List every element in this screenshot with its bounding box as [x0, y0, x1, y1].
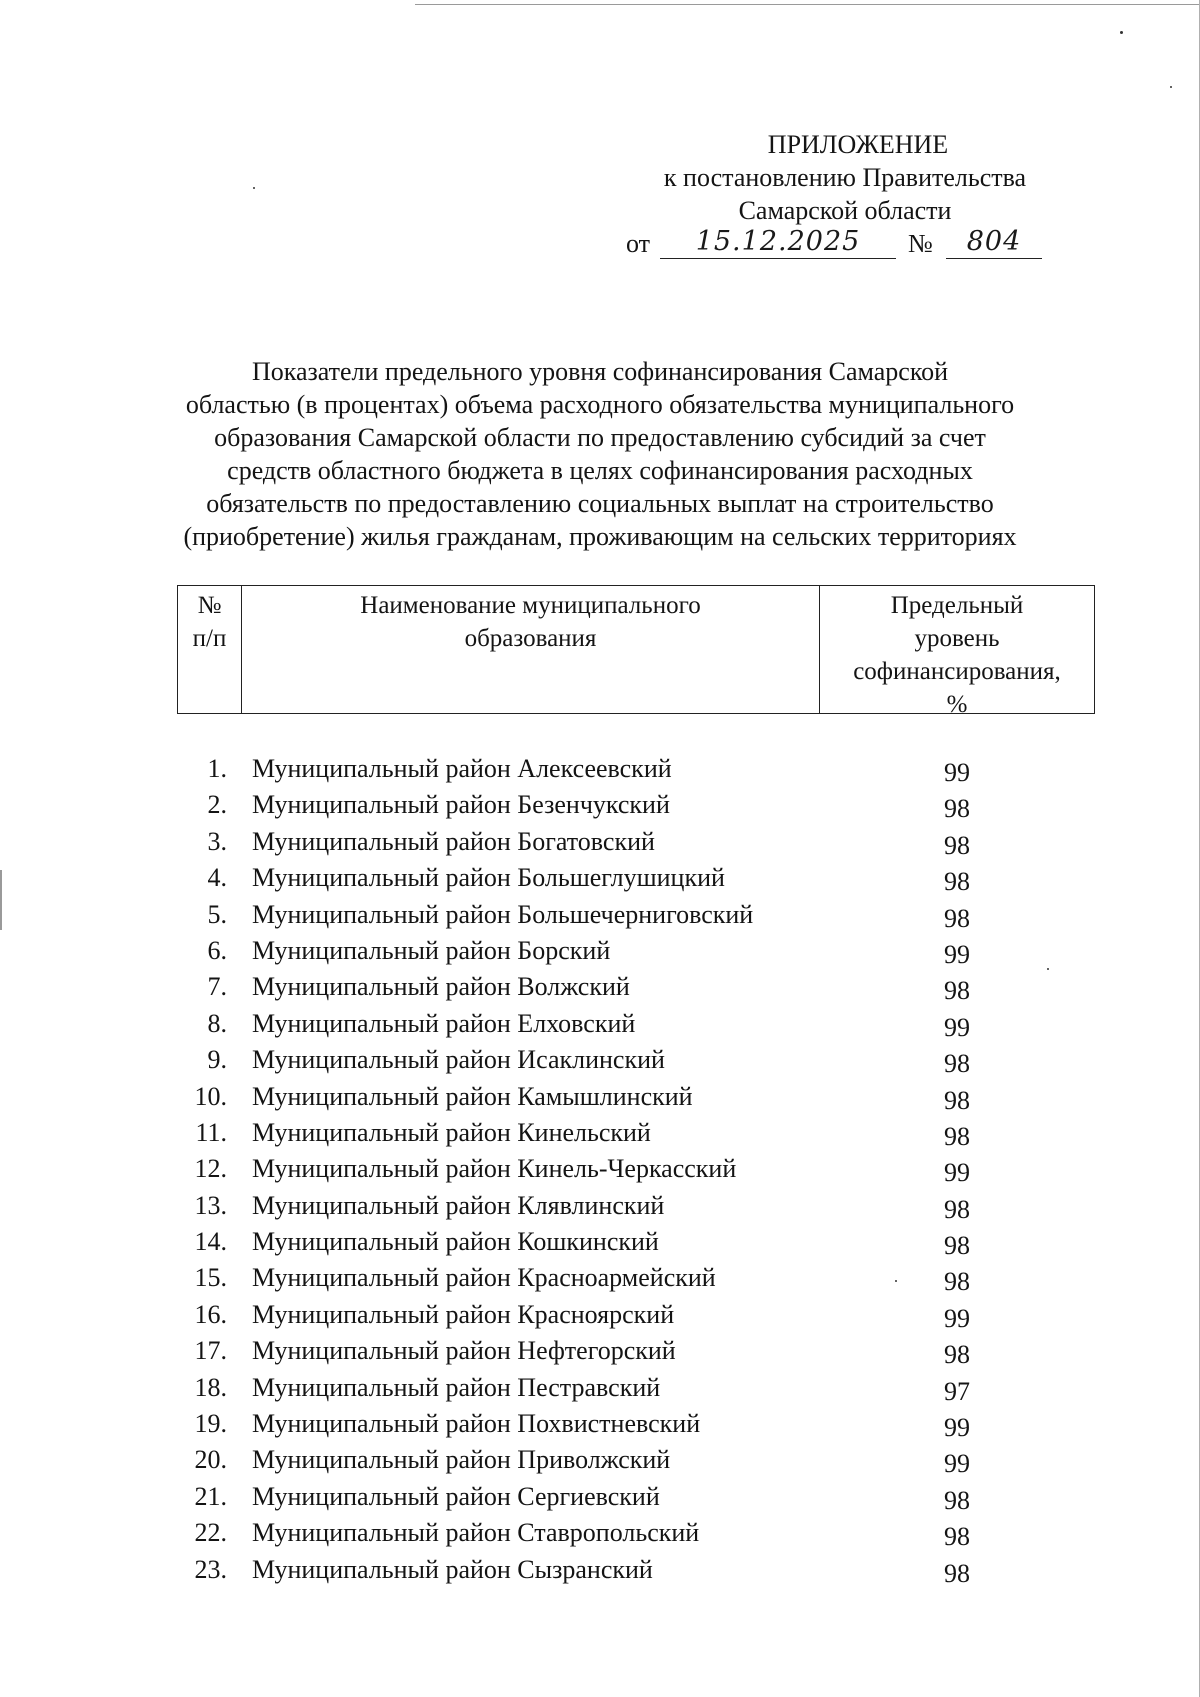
date-label: от: [626, 229, 651, 258]
table-row: [177, 934, 1077, 970]
row-number: 8.: [207, 1008, 227, 1038]
row-municipality-name: Муниципальный район Кинель-Черкасский: [252, 1154, 737, 1184]
row-cofinancing-level: 98: [944, 1485, 970, 1515]
table-row: [177, 1371, 1077, 1407]
row-number: 7.: [207, 972, 227, 1002]
row-cofinancing-level: 98: [944, 867, 970, 897]
row-number: 21.: [194, 1481, 227, 1511]
scan-edge-left: [0, 870, 2, 930]
table-row: [177, 1516, 1077, 1552]
row-cofinancing-level: 98: [944, 830, 970, 860]
row-municipality-name: Муниципальный район Камышлинский: [252, 1081, 693, 1111]
header-text: №: [197, 592, 222, 619]
row-municipality-name: Муниципальный район Приволжский: [252, 1445, 671, 1475]
row-municipality-name: Муниципальный район Алексеевский: [252, 754, 672, 783]
row-cofinancing-level: 98: [944, 1558, 970, 1588]
row-number: 20.: [194, 1445, 227, 1475]
approval-block: [620, 128, 1070, 258]
date-value-handwritten: 15.12.2025: [660, 225, 896, 259]
row-number: 6.: [207, 935, 227, 965]
table-row: [177, 1407, 1077, 1443]
table-row: [177, 825, 1077, 861]
approval-line-3: Самарской области: [738, 196, 952, 225]
title-line: (приобретение) жилья гражданам, проживающим на сельских территориях: [183, 522, 1017, 551]
header-level-cell: [820, 586, 1094, 718]
table-row: [177, 1261, 1077, 1297]
title-line: обязательств по предоставлению социальных выплат на строительство: [206, 489, 994, 518]
row-number: 14.: [194, 1227, 227, 1257]
table-row: [177, 1116, 1077, 1152]
row-number: 23.: [194, 1554, 227, 1584]
header-text: п/п: [192, 625, 227, 652]
approval-line-2: к постановлению Правительства: [663, 163, 1027, 192]
row-cofinancing-level: 98: [944, 794, 970, 824]
table-row: [177, 1480, 1077, 1516]
row-cofinancing-level: 98: [944, 1340, 970, 1370]
table-row: [177, 1007, 1077, 1043]
table-row: [177, 1152, 1077, 1188]
row-cofinancing-level: 98: [944, 1522, 970, 1552]
row-number: 13.: [194, 1190, 227, 1220]
row-municipality-name: Муниципальный район Елховский: [252, 1008, 636, 1038]
row-municipality-name: Муниципальный район Ставропольский: [252, 1518, 700, 1548]
table-body: [177, 752, 1077, 1589]
row-municipality-name: Муниципальный район Пестравский: [252, 1372, 661, 1402]
scan-speck: [1170, 86, 1172, 88]
header-text: Наименование муниципального: [360, 592, 701, 619]
row-number: 4.: [207, 863, 227, 893]
table-row: [177, 788, 1077, 824]
row-cofinancing-level: 98: [944, 1049, 970, 1079]
scan-speck: [1120, 31, 1123, 34]
table-row: [177, 752, 1077, 788]
header-text: образования: [464, 625, 597, 652]
row-cofinancing-level: 97: [944, 1376, 970, 1406]
row-cofinancing-level: 99: [944, 939, 970, 969]
row-number: 17.: [194, 1336, 227, 1366]
row-number: 22.: [194, 1518, 227, 1548]
row-municipality-name: Муниципальный район Волжский: [252, 972, 630, 1002]
table-row: [177, 1189, 1077, 1225]
row-cofinancing-level: 99: [944, 1012, 970, 1042]
approval-heading: ПРИЛОЖЕНИЕ: [767, 130, 949, 159]
title-line: областью (в процентах) объема расходного обязательства муниципального: [185, 390, 1015, 419]
header-text: софинансирования,: [853, 658, 1061, 685]
table-header: [177, 585, 1095, 718]
scan-speck: [253, 187, 255, 189]
title-line: образования Самарской области по предоставлению субсидий за счет: [214, 423, 986, 452]
document-title: [140, 355, 1060, 553]
row-cofinancing-level: 99: [944, 1413, 970, 1443]
approval-date-number-line: [626, 227, 1066, 263]
table-row: [177, 898, 1077, 934]
table-row: [177, 1334, 1077, 1370]
row-municipality-name: Муниципальный район Большечерниговский: [252, 899, 754, 929]
row-cofinancing-level: 98: [944, 1121, 970, 1151]
row-cofinancing-level: 98: [944, 903, 970, 933]
row-municipality-name: Муниципальный район Нефтегорский: [252, 1336, 676, 1366]
table-row: [177, 970, 1077, 1006]
row-cofinancing-level: 99: [944, 1449, 970, 1479]
row-cofinancing-level: 98: [944, 976, 970, 1006]
row-number: 9.: [207, 1045, 227, 1075]
row-number: 1.: [207, 754, 227, 783]
row-number: 15.: [194, 1263, 227, 1293]
row-municipality-name: Муниципальный район Исаклинский: [252, 1045, 665, 1075]
row-cofinancing-level: 98: [944, 1231, 970, 1261]
row-number: 16.: [194, 1299, 227, 1329]
row-cofinancing-level: 99: [944, 1303, 970, 1333]
table-row: [177, 1225, 1077, 1261]
row-cofinancing-level: 98: [944, 1194, 970, 1224]
row-municipality-name: Муниципальный район Безенчукский: [252, 790, 670, 820]
number-label: №: [908, 229, 933, 258]
row-number: 10.: [194, 1081, 227, 1111]
row-municipality-name: Муниципальный район Клявлинский: [252, 1190, 665, 1220]
row-municipality-name: Муниципальный район Сызранский: [252, 1554, 653, 1584]
row-number: 18.: [194, 1372, 227, 1402]
row-cofinancing-level: 98: [944, 1267, 970, 1297]
header-text: %: [946, 691, 968, 718]
row-municipality-name: Муниципальный район Похвистневский: [252, 1409, 701, 1439]
table-row: [177, 861, 1077, 897]
table-row: [177, 1080, 1077, 1116]
row-municipality-name: Муниципальный район Борский: [252, 935, 611, 965]
table-row: [177, 1043, 1077, 1079]
row-municipality-name: Муниципальный район Кинельский: [252, 1117, 651, 1147]
header-text: Предельный: [890, 592, 1024, 619]
table-row: [177, 1553, 1077, 1589]
row-number: 5.: [207, 899, 227, 929]
table-row: [177, 1298, 1077, 1334]
number-value-handwritten: 804: [946, 225, 1042, 259]
title-line: Показатели предельного уровня софинансирования Самарской: [251, 357, 949, 386]
header-number-cell: [178, 586, 242, 713]
header-name-cell: [242, 586, 820, 713]
row-number: 19.: [194, 1409, 227, 1439]
header-text: уровень: [914, 625, 1000, 652]
scan-edge-top: [415, 4, 1200, 5]
title-line: средств областного бюджета в целях софинансирования расходных: [227, 456, 973, 485]
row-number: 3.: [207, 826, 227, 856]
row-municipality-name: Муниципальный район Богатовский: [252, 826, 655, 856]
row-number: 12.: [194, 1154, 227, 1184]
row-municipality-name: Муниципальный район Сергиевский: [252, 1481, 660, 1511]
row-number: 11.: [195, 1117, 227, 1147]
row-municipality-name: Муниципальный район Красноармейский: [252, 1263, 716, 1293]
row-municipality-name: Муниципальный район Большеглушицкий: [252, 863, 725, 893]
row-municipality-name: Муниципальный район Красноярский: [252, 1299, 675, 1329]
row-cofinancing-level: 99: [944, 1158, 970, 1188]
table-row: [177, 1443, 1077, 1479]
row-number: 2.: [207, 790, 227, 820]
row-cofinancing-level: 98: [944, 1085, 970, 1115]
row-cofinancing-level: 99: [944, 758, 970, 787]
row-municipality-name: Муниципальный район Кошкинский: [252, 1227, 659, 1257]
